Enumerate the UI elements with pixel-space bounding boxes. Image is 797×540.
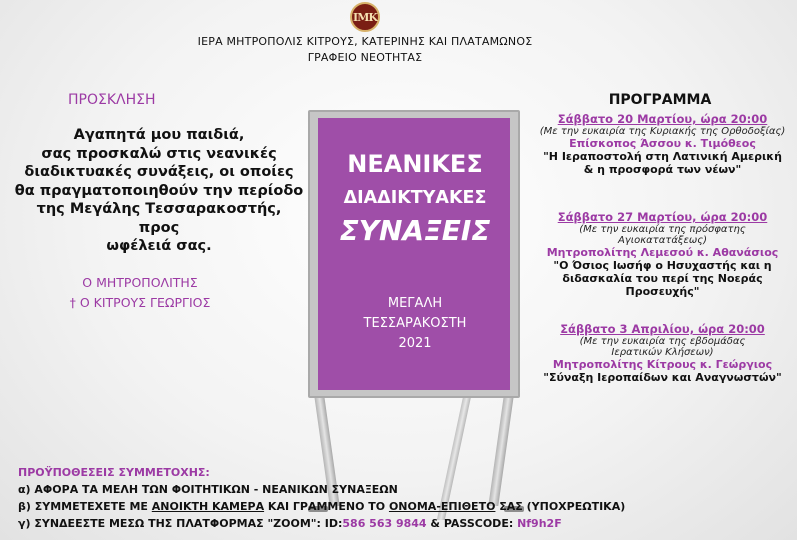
conditions-title: ΠΡΟΫΠΟΘΕΣΕΙΣ ΣΥΜΜΕΤΟΧΗΣ:	[18, 466, 210, 479]
header-metropolis-name: ΙΕΡΑ ΜΗΤΡΟΠΟΛΙΣ ΚΙΤΡΟΥΣ, ΚΑΤΕΡΙΝΗΣ ΚΑΙ ΠΛΑΤΑΜΩΝΟΣ	[197, 35, 533, 48]
zoom-passcode: Nf9h2F	[517, 517, 562, 530]
invitation-text: Αγαπητά μου παιδιά, σας προσκαλώ στις νεανικές διαδικτυακές συνάξεις, οι οποίες θα πραγματοποιηθούν την περίοδο της Μεγάλης Τεσσαρακοστής, προς ωφέλειά σας.	[14, 127, 304, 254]
event-occasion: (Με την ευκαιρία της πρόσφατης	[579, 224, 746, 235]
event-topic: "Η Ιεραποστολή στη Λατινική Αμερική	[543, 150, 782, 163]
programme-event-1	[530, 112, 795, 176]
event-topic: διδασκαλία του περί της Νοεράς Προσευχής"	[562, 272, 763, 298]
condition-b: β) ΣΥΜΜΕΤΕΧΕΤΕ ΜΕ ΑΝΟΙΚΤΗ ΚΑΜΕΡΑ ΚΑΙ ΓΡΑΜΜΕΝΟ ΤΟ ΟΝΟΜΑ-ΕΠΙΘΕΤΟ ΣΑΣ (ΥΠΟΧΡΕΩΤΙΚΑ)	[18, 500, 626, 513]
event-occasion: Αγιοκατατάξεως)	[617, 235, 708, 246]
event-occasion: Ιερατικών Κλήσεων)	[611, 347, 714, 358]
signature-name: † Ο ΚΙΤΡΟΥΣ ΓΕΩΡΓΙΟΣ	[69, 295, 211, 310]
sign-subtitle-line2: ΤΕΣΣΑΡΑΚΟΣΤΗ	[363, 316, 467, 331]
name-requirement: ΟΝΟΜΑ-ΕΠΙΘΕΤΟ	[388, 500, 496, 513]
sign-title-line1: ΝΕΑΝΙΚΕΣ	[347, 150, 483, 178]
header-office-name: ΓΡΑΦΕΙΟ ΝΕΟΤΗΤΑΣ	[307, 51, 423, 64]
sign-year: 2021	[398, 336, 432, 351]
sign-subtitle-line1: ΜΕΓΑΛΗ	[387, 296, 443, 311]
event-topic: & η προσφορά των νέων"	[583, 163, 742, 176]
sign-title-line2: ΔΙΑΔΙΚΤΥΑΚΕΣ	[343, 188, 487, 208]
condition-c: γ) ΣΥΝΔΕΕΣΤΕ ΜΕΣΩ ΤΗΣ ΠΛΑΤΦΟΡΜΑΣ "ZOOM": ID:586 563 9844 & PASSCODE: Nf9h2F	[18, 517, 562, 530]
event-speaker: Μητροπολίτης Κίτρους κ. Γεώργιος	[552, 358, 773, 371]
event-topic: "Ο Όσιος Ιωσήφ ο Ησυχαστής και η	[553, 259, 772, 272]
event-topic: "Σύναξη Ιεροπαίδων και Αναγνωστών"	[543, 371, 782, 384]
camera-requirement: ΑΝΟΙΚΤΗ ΚΑΜΕΡΑ	[151, 500, 265, 513]
event-date: Σάββατο 3 Απριλίου, ώρα 20:00	[560, 322, 765, 336]
event-occasion: (Με την ευκαιρία της εβδομάδας	[579, 336, 746, 347]
sign-right-leg	[488, 396, 513, 506]
invitation-title: ΠΡΟΣΚΛΗΣΗ	[68, 92, 156, 108]
event-date: Σάββατο 20 Μαρτίου, ώρα 20:00	[557, 112, 768, 126]
programme-title: ΠΡΟΓΡΑΜΜΑ	[608, 92, 712, 108]
programme-event-3	[530, 322, 795, 384]
a-frame-sign	[300, 110, 530, 530]
signature-title: Ο ΜΗΤΡΟΠΟΛΙΤΗΣ	[82, 275, 198, 290]
event-speaker: Επίσκοπος Άσσου κ. Τιμόθεος	[569, 137, 756, 150]
condition-a: α) ΑΦΟΡΑ ΤΑ ΜΕΛΗ ΤΩΝ ΦΟΙΤΗΤΙΚΩΝ - ΝΕΑΝΙΚΩΝ ΣΥΝΑΞΕΩΝ	[18, 483, 398, 496]
sign-title-line3: ΣΥΝΑΞΕΙΣ	[339, 214, 491, 247]
event-speaker: Μητροπολίτης Λεμεσού κ. Αθανάσιος	[546, 246, 779, 259]
event-date: Σάββατο 27 Μαρτίου, ώρα 20:00	[557, 210, 768, 224]
programme-event-2	[530, 210, 795, 298]
event-occasion: (Με την ευκαιρία της Κυριακής της Ορθοδοξίας)	[539, 126, 786, 137]
metropolis-seal-logo: ΙΜΚ	[350, 2, 380, 32]
zoom-meeting-id: 586 563 9844	[342, 517, 427, 530]
